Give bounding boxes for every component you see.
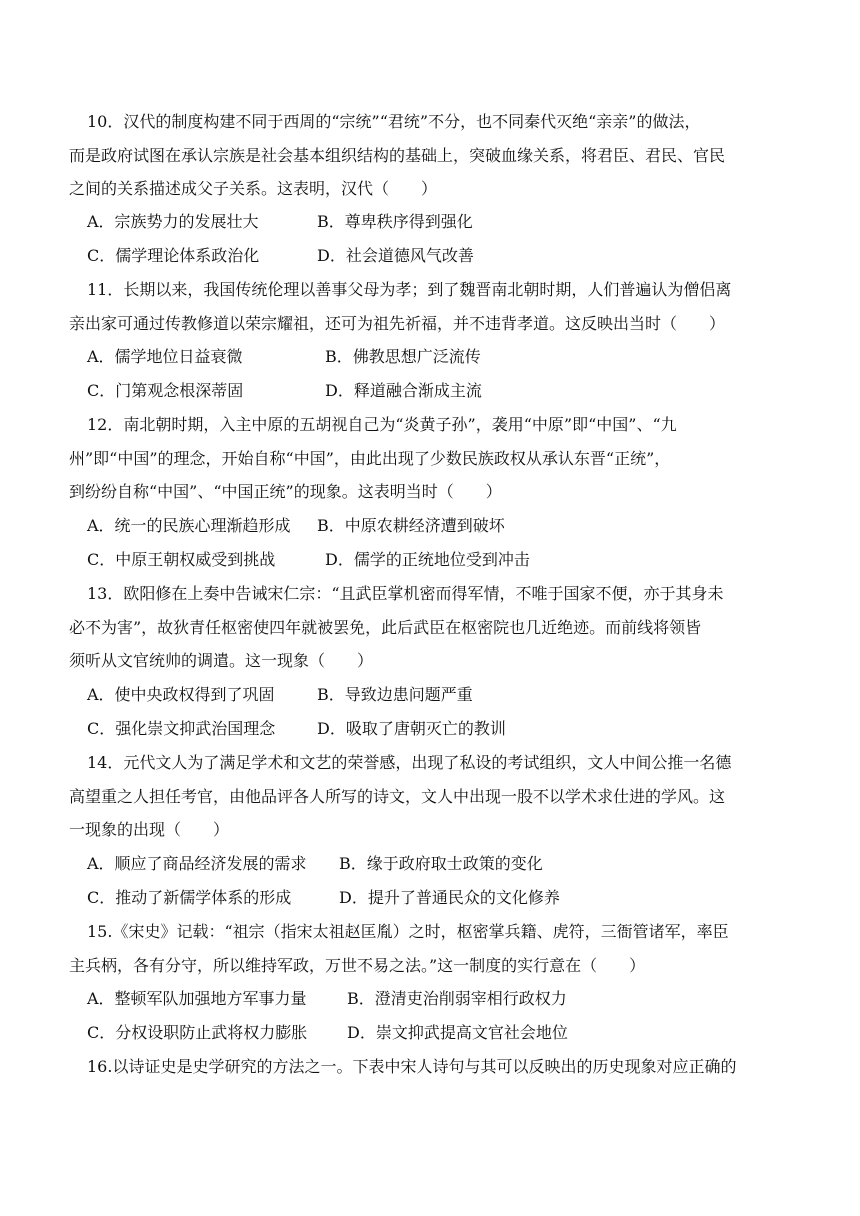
option-c: C．门第观念根深蒂固 [87,381,244,400]
question-14-line-2: 高望重之人担任考官，由他品评各人所写的诗文，文人中出现一股不以学术求仕进的学风。这 [69,787,726,806]
question-15-options-row-2 [0,1022,860,1044]
question-14-line-3: 一现象的出现（ ） [69,820,230,839]
option-a: A．顺应了商品经济发展的需求 [87,854,307,873]
question-13-options-row-2 [0,718,860,740]
question-16-line-1: 16.以诗证史是史学研究的方法之一。下表中宋人诗句与其可以反映出的历史现象对应正确的 [87,1057,737,1076]
question-13-line-2: 必不为害”，故狄青任枢密使四年就被罢免，此后武臣在枢密院也几近绝迹。而前线将领皆 [69,618,702,637]
question-13-options-row-1 [0,684,860,706]
option-b: B．缘于政府取士政策的变化 [339,854,543,873]
question-10-line-2: 而是政府试图在承认宗族是社会基本组织结构的基础上，突破血缘关系，将君臣、君民、官民 [69,146,726,165]
option-c: C．分权设职防止武将权力膨胀 [87,1023,308,1042]
option-c: C．推动了新儒学体系的形成 [87,888,292,907]
option-d: D．社会道德风气改善 [317,246,474,265]
option-a: A．使中央政权得到了巩固 [87,685,275,704]
option-d: D．崇文抑武提高文官社会地位 [347,1023,568,1042]
question-14-options-row-2 [0,887,860,909]
question-12-options-row-1 [0,515,860,537]
question-10-line-1: 10．汉代的制度构建不同于西周的“宗统”“君统”不分，也不同秦代灭绝“亲亲”的做法， [87,112,701,131]
option-b: B．佛教思想广泛流传 [325,347,481,366]
option-d: D．儒学的正统地位受到冲击 [325,550,530,569]
question-11-options-row-2 [0,380,860,402]
question-10-line-3: 之间的关系描述成父子关系。这表明，汉代（ ） [69,179,438,198]
option-a: A．统一的民族心理渐趋形成 [87,516,291,535]
option-d: D．释道融合渐成主流 [325,381,482,400]
option-a: A．宗族势力的发展壮大 [87,212,259,231]
option-b: B．澄清吏治削弱宰相行政权力 [347,989,567,1008]
option-a: A．儒学地位日益衰微 [87,347,243,366]
question-11-line-2: 亲出家可通过传教修道以荣宗耀祖，还可为祖先祈福，并不违背孝道。这反映出当时（ ） [69,314,726,333]
option-d: D．吸取了唐朝灭亡的教训 [317,719,506,738]
question-10-options-row-1 [0,211,860,233]
option-b: B．导致边患问题严重 [317,685,473,704]
question-12-line-1: 12．南北朝时期，入主中原的五胡视自己为“炎黄子孙”，袭用“中原”即“中国”、“九 [87,415,677,434]
question-13-line-3: 须听从文官统帅的调遣。这一现象（ ） [69,651,374,670]
question-13-line-1: 13．欧阳修在上奏中告诫宋仁宗：“且武臣掌机密而得军情，不唯于国家不便，亦于其身未 [87,584,724,603]
question-11-line-1: 11．长期以来，我国传统伦理以善事父母为孝；到了魏晋南北朝时期，人们普遍认为僧侣离 [87,280,732,299]
question-14-line-1: 14．元代文人为了满足学术和文艺的荣誉感，出现了私设的考试组织，文人中间公推一名德 [87,753,732,772]
question-11-options-row-1 [0,346,860,368]
option-c: C．中原王朝权威受到挑战 [87,550,276,569]
question-15-line-2: 主兵柄，各有分守，所以维持军政，万世不易之法。”这一制度的实行意在（ ） [69,956,646,975]
option-c: C．强化崇文抑武治国理念 [87,719,276,738]
option-b: B．尊卑秩序得到强化 [317,212,473,231]
question-14-options-row-1 [0,853,860,875]
option-b: B．中原农耕经济遭到破坏 [317,516,505,535]
option-d: D．提升了普通民众的文化修养 [339,888,560,907]
question-15-line-1: 15.《宋史》记载：“祖宗（指宋太祖赵匡胤）之时，枢密掌兵籍、虎符，三衙管诸军，率臣 [87,922,729,941]
option-c: C．儒学理论体系政治化 [87,246,260,265]
question-12-options-row-2 [0,549,860,571]
question-15-options-row-1 [0,988,860,1010]
question-12-line-2: 州”即“中国”的理念，开始自称“中国”，由此出现了少数民族政权从承认东晋“正统”， [69,449,671,468]
question-10-options-row-2 [0,245,860,267]
option-a: A．整顿军队加强地方军事力量 [87,989,307,1008]
question-12-line-3: 到纷纷自称“中国”、“中国正统”的现象。这表明当时（ ） [69,482,502,501]
